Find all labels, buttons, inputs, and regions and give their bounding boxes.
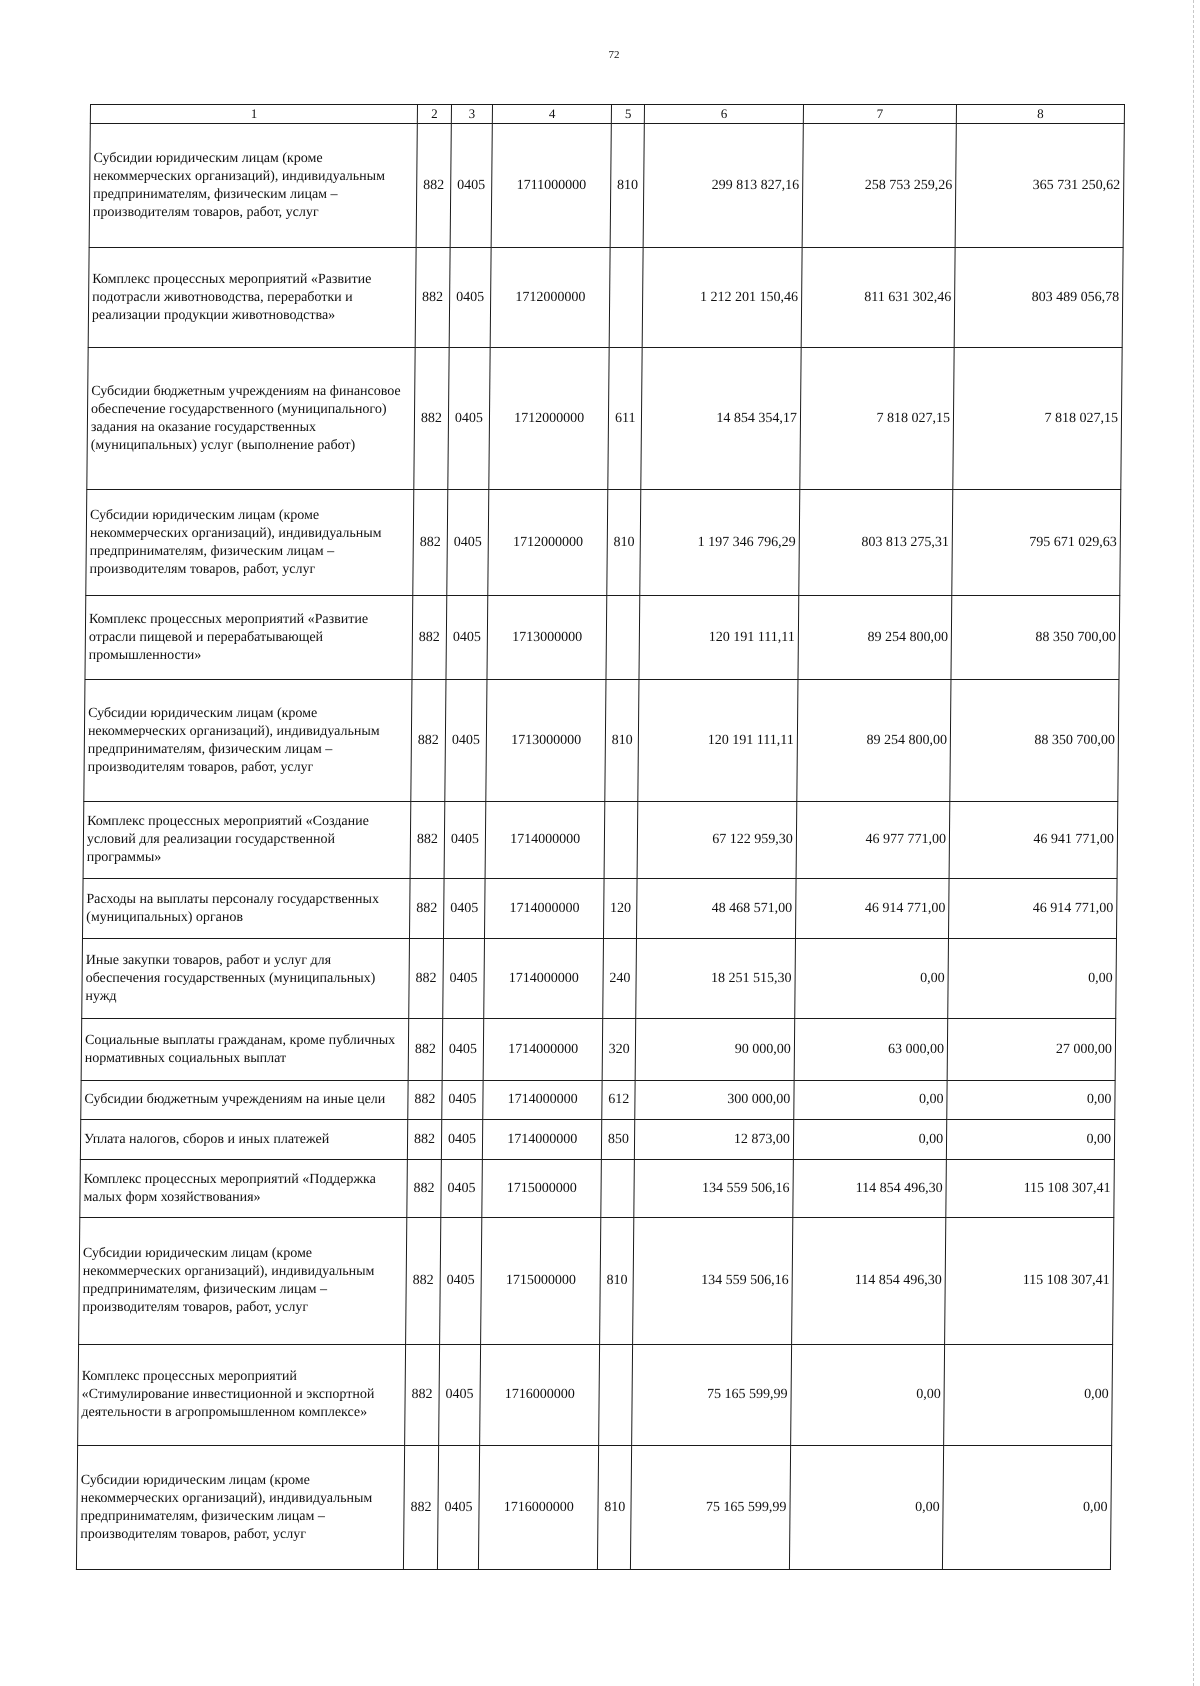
amount-col6: 300 000,00 — [635, 1081, 794, 1120]
amount-col6: 67 122 959,30 — [638, 802, 797, 879]
expense-type-code: 810 — [605, 680, 640, 802]
section-code: 0405 — [444, 680, 487, 802]
table-row — [87, 348, 1122, 490]
expense-type-code — [599, 1345, 633, 1446]
target-code: 1714000000 — [485, 802, 605, 879]
expense-type-code: 810 — [607, 490, 641, 596]
table-row — [81, 1081, 1115, 1120]
scan-edge-line — [1192, 0, 1194, 1686]
section-code: 0405 — [447, 348, 490, 490]
row-name: Комплекс процессных мероприятий «Создание условий для реализации государственной программы» — [83, 802, 411, 879]
amount-col8: 88 350 700,00 — [950, 680, 1119, 802]
column-header: 8 — [956, 105, 1124, 124]
ministry-code: 882 — [405, 1345, 439, 1446]
row-name: Комплекс процессных мероприятий «Развитие отрасли пищевой и перерабатывающей промышленности» — [85, 596, 413, 680]
target-code: 1715000000 — [481, 1218, 601, 1345]
column-header: 6 — [645, 105, 804, 124]
amount-col7: 0,00 — [793, 1120, 947, 1160]
section-code: 0405 — [446, 490, 489, 596]
amount-col6: 12 873,00 — [635, 1120, 794, 1160]
ministry-code: 882 — [416, 124, 451, 248]
amount-col7: 0,00 — [791, 1345, 945, 1446]
column-header: 7 — [803, 105, 956, 124]
amount-col8: 803 489 056,78 — [954, 248, 1123, 348]
table-row — [84, 680, 1119, 802]
table-row — [89, 124, 1124, 248]
section-code: 0405 — [438, 1345, 481, 1446]
ministry-code: 882 — [408, 1019, 442, 1081]
expense-type-code: 810 — [598, 1446, 633, 1570]
expense-type-code: 850 — [601, 1120, 635, 1160]
ministry-code: 882 — [406, 1218, 441, 1345]
amount-col8: 0,00 — [943, 1446, 1112, 1570]
amount-col6: 120 191 111,11 — [639, 596, 798, 680]
amount-col8: 115 108 307,41 — [946, 1160, 1114, 1218]
amount-col7: 803 813 275,31 — [799, 490, 953, 596]
amount-col8: 46 941 771,00 — [949, 802, 1118, 879]
row-name: Расходы на выплаты персоналу государственных (муниципальных) органов — [82, 879, 410, 939]
amount-col6: 299 813 827,16 — [644, 124, 804, 248]
ministry-code: 882 — [415, 248, 449, 348]
column-header: 5 — [611, 105, 645, 124]
amount-col6: 1 212 201 150,46 — [643, 248, 802, 348]
target-code: 1716000000 — [480, 1345, 600, 1446]
section-code: 0405 — [437, 1446, 480, 1570]
budget-table — [76, 104, 1125, 1570]
row-name: Субсидии юридическим лицам (кроме некоммерческих организаций), индивидуальным предпринимателям, физическим лицам – производителям товаров, работ, услуг — [89, 124, 417, 248]
amount-col7: 89 254 800,00 — [798, 596, 952, 680]
amount-col7: 46 914 771,00 — [795, 879, 949, 939]
target-code: 1712000000 — [489, 348, 609, 490]
target-code: 1716000000 — [479, 1446, 599, 1570]
table-row — [76, 1446, 1111, 1570]
target-code: 1714000000 — [483, 1120, 602, 1160]
ministry-code: 882 — [411, 680, 446, 802]
amount-col8: 0,00 — [946, 1120, 1114, 1160]
row-name: Комплекс процессных мероприятий «Стимулирование инвестиционной и экспортной деятельности в агропромышленном комплексе» — [78, 1345, 406, 1446]
expense-type-code — [606, 596, 640, 680]
target-code: 1713000000 — [486, 680, 606, 802]
table-row — [81, 1019, 1116, 1081]
section-code: 0405 — [450, 124, 493, 248]
target-code: 1714000000 — [483, 1019, 602, 1081]
amount-col8: 365 731 250,62 — [955, 124, 1124, 248]
amount-col6: 75 165 599,99 — [632, 1345, 791, 1446]
amount-col6: 18 251 515,30 — [636, 939, 795, 1019]
amount-col7: 811 631 302,46 — [801, 248, 955, 348]
column-header: 4 — [493, 105, 612, 124]
target-code: 1714000000 — [483, 1081, 602, 1120]
expense-type-code: 810 — [610, 124, 645, 248]
amount-col6: 90 000,00 — [636, 1019, 795, 1081]
table-row — [79, 1218, 1114, 1345]
target-code: 1713000000 — [487, 596, 607, 680]
row-name: Субсидии юридическим лицам (кроме некоммерческих организаций), индивидуальным предпринимателям, физическим лицам – производителям товаров, работ, услуг — [84, 680, 412, 802]
section-code: 0405 — [442, 939, 484, 1019]
column-header: 1 — [90, 105, 417, 124]
amount-col7: 258 753 259,26 — [802, 124, 956, 248]
table-row — [80, 1160, 1115, 1218]
amount-col6: 48 468 571,00 — [637, 879, 796, 939]
ministry-code: 882 — [413, 490, 447, 596]
row-name: Субсидии бюджетным учреждениям на финансовое обеспечение государственного (муниципального) задания на оказание государственных (муниципальных) услуг (выполнение работ) — [87, 348, 416, 490]
row-name: Комплекс процессных мероприятий «Развитие подотрасли животноводства, переработки и реализации продукции животноводства» — [88, 248, 416, 348]
amount-col8: 7 818 027,15 — [953, 348, 1122, 490]
section-code: 0405 — [441, 1081, 483, 1120]
amount-col8: 88 350 700,00 — [951, 596, 1120, 680]
ministry-code: 882 — [404, 1446, 439, 1570]
target-code: 1714000000 — [484, 939, 604, 1019]
column-header: 2 — [418, 105, 452, 124]
amount-col8: 46 914 771,00 — [949, 879, 1117, 939]
expense-type-code — [609, 248, 643, 348]
expense-type-code — [601, 1160, 635, 1218]
amount-col7: 114 854 496,30 — [793, 1160, 947, 1218]
amount-col7: 0,00 — [789, 1446, 943, 1570]
row-name: Субсидии бюджетным учреждениям на иные цели — [81, 1081, 409, 1120]
expense-type-code: 120 — [604, 879, 638, 939]
amount-col8: 0,00 — [944, 1345, 1113, 1446]
page-number: 72 — [608, 49, 620, 61]
amount-col7: 46 977 771,00 — [796, 802, 950, 879]
expense-type-code — [604, 802, 638, 879]
section-code: 0405 — [442, 1019, 484, 1081]
ministry-code: 882 — [414, 348, 449, 490]
amount-col6: 1 197 346 796,29 — [640, 490, 799, 596]
amount-col7: 89 254 800,00 — [797, 680, 951, 802]
table-row — [82, 939, 1117, 1019]
ministry-code: 882 — [412, 596, 446, 680]
ministry-code: 882 — [409, 939, 443, 1019]
section-code: 0405 — [440, 1160, 482, 1218]
table-row — [80, 1120, 1114, 1160]
table-row — [78, 1345, 1113, 1446]
target-code: 1711000000 — [491, 124, 611, 248]
target-code: 1714000000 — [485, 879, 604, 939]
ministry-code: 882 — [407, 1160, 441, 1218]
row-name: Иные закупки товаров, работ и услуг для обеспечения государственных (муниципальных) нужд — [82, 939, 410, 1019]
expense-type-code: 320 — [602, 1019, 636, 1081]
section-code: 0405 — [444, 802, 486, 879]
target-code: 1712000000 — [490, 248, 610, 348]
amount-col8: 0,00 — [947, 1081, 1115, 1120]
amount-col7: 63 000,00 — [794, 1019, 948, 1081]
table-row — [85, 596, 1120, 680]
expense-type-code: 611 — [608, 348, 643, 490]
amount-col7: 0,00 — [795, 939, 949, 1019]
amount-col8: 115 108 307,41 — [945, 1218, 1114, 1345]
expense-type-code: 240 — [603, 939, 637, 1019]
row-name: Субсидии юридическим лицам (кроме некоммерческих организаций), индивидуальным предпринимателям, физическим лицам – производителям товаров, работ, услуг — [76, 1446, 404, 1570]
expense-type-code: 810 — [600, 1218, 635, 1345]
row-name: Уплата налогов, сборов и иных платежей — [80, 1120, 408, 1160]
amount-col8: 27 000,00 — [947, 1019, 1115, 1081]
amount-col6: 120 191 111,11 — [638, 680, 798, 802]
ministry-code: 882 — [410, 802, 444, 879]
amount-col6: 75 165 599,99 — [631, 1446, 791, 1570]
amount-col6: 134 559 506,16 — [633, 1218, 793, 1345]
amount-col6: 14 854 354,17 — [641, 348, 801, 490]
section-code: 0405 — [441, 1120, 483, 1160]
target-code: 1712000000 — [488, 490, 608, 596]
table-row — [83, 802, 1118, 879]
ministry-code: 882 — [410, 879, 444, 939]
amount-col8: 795 671 029,63 — [952, 490, 1121, 596]
amount-col6: 134 559 506,16 — [634, 1160, 793, 1218]
table-row — [88, 248, 1123, 348]
section-code: 0405 — [446, 596, 488, 680]
expense-type-code: 612 — [602, 1081, 636, 1120]
target-code: 1715000000 — [482, 1160, 601, 1218]
section-code: 0405 — [449, 248, 492, 348]
amount-col7: 0,00 — [794, 1081, 948, 1120]
ministry-code: 882 — [408, 1120, 442, 1160]
section-code: 0405 — [443, 879, 485, 939]
header-row — [90, 105, 1124, 124]
row-name: Субсидии юридическим лицам (кроме некоммерческих организаций), индивидуальным предпринимателям, физическим лицам – производителям товаров, работ, услуг — [79, 1218, 408, 1345]
table-row — [82, 879, 1117, 939]
section-code: 0405 — [439, 1218, 482, 1345]
amount-col7: 114 854 496,30 — [791, 1218, 945, 1345]
row-name: Субсидии юридическим лицам (кроме некоммерческих организаций), индивидуальным предпринимателям, физическим лицам – производителям товаров, работ, услуг — [86, 490, 414, 596]
row-name: Социальные выплаты гражданам, кроме публичных нормативных социальных выплат — [81, 1019, 409, 1081]
amount-col7: 7 818 027,15 — [800, 348, 955, 490]
amount-col8: 0,00 — [948, 939, 1117, 1019]
ministry-code: 882 — [408, 1081, 442, 1120]
table-row — [86, 490, 1121, 596]
column-header: 3 — [451, 105, 493, 124]
row-name: Комплекс процессных мероприятий «Поддержка малых форм хозяйствования» — [80, 1160, 408, 1218]
